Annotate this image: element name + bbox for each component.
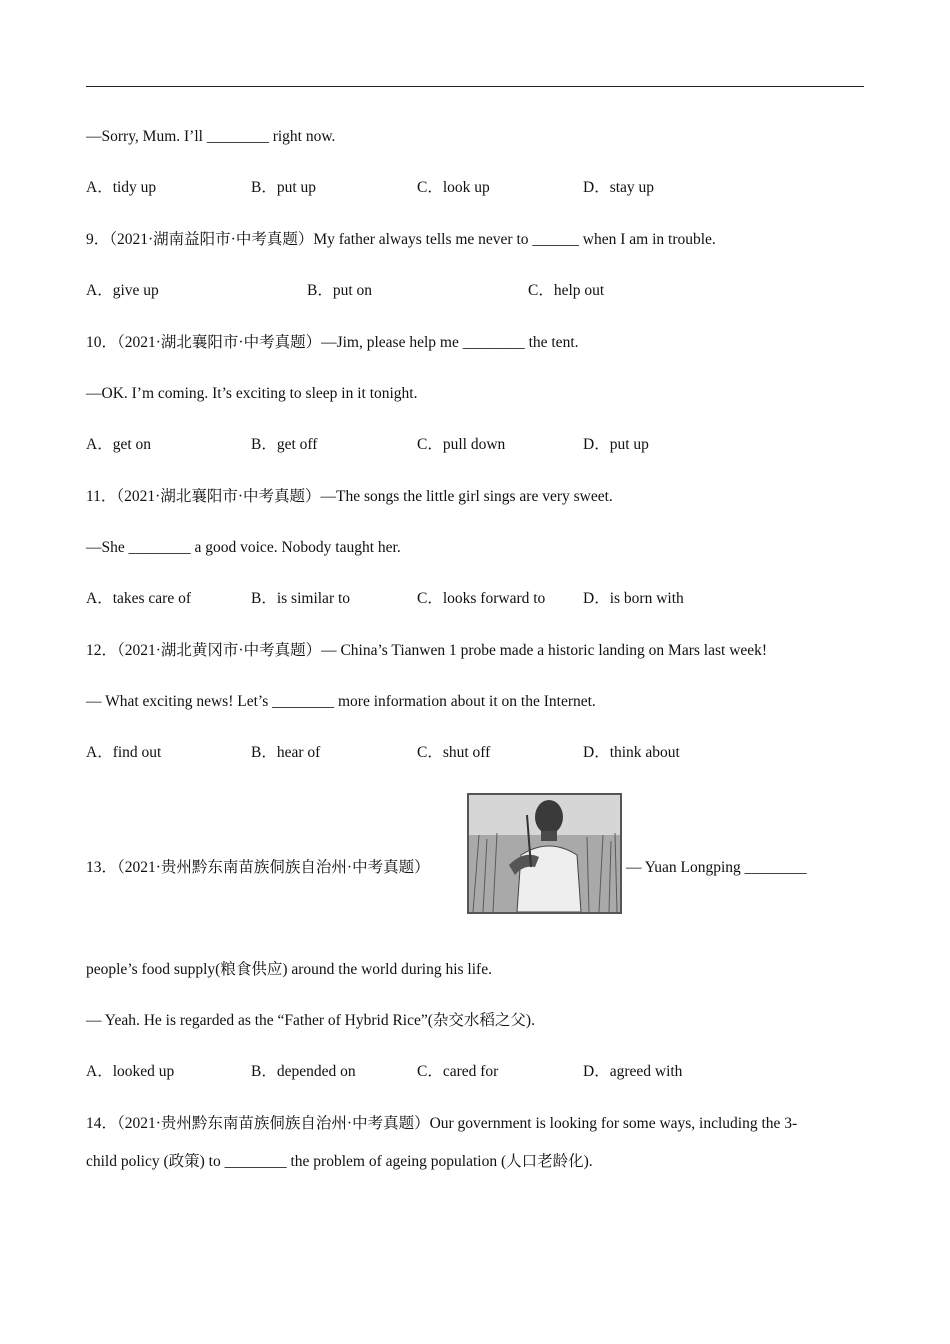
header-rule bbox=[86, 86, 864, 87]
q13-option-d[interactable]: D．agreed with bbox=[583, 1063, 683, 1080]
q11-stem: 11．（2021·湖北襄阳市·中考真题）—The songs the little girl sings are very sweet. bbox=[86, 488, 613, 505]
q12-reply: — What exciting news! Let’s ________ more information about it on the Internet. bbox=[86, 693, 596, 710]
q9-option-b[interactable]: B．put on bbox=[307, 282, 373, 299]
q9-options bbox=[86, 281, 846, 301]
q11-option-c[interactable]: C．looks forward to bbox=[417, 590, 546, 607]
q11-reply: —She ________ a good voice. Nobody taught her. bbox=[86, 539, 401, 556]
q13-cont1: people’s food supply(粮食供应) around the world during his life. bbox=[86, 961, 492, 978]
q8-option-d[interactable]: D．stay up bbox=[583, 179, 655, 196]
q8-option-b[interactable]: B．put up bbox=[251, 179, 317, 196]
q12-option-b[interactable]: B．hear of bbox=[251, 744, 321, 761]
q10-option-a[interactable]: A．get on bbox=[86, 436, 152, 453]
q11-option-a[interactable]: A．takes care of bbox=[86, 590, 192, 607]
q13-stem-right: — Yuan Longping ________ bbox=[626, 859, 807, 876]
q13-option-c[interactable]: C．cared for bbox=[417, 1063, 499, 1080]
q12-option-c[interactable]: C．shut off bbox=[417, 744, 491, 761]
q8-option-c[interactable]: C．look up bbox=[417, 179, 490, 196]
q10-option-b[interactable]: B．get off bbox=[251, 436, 318, 453]
q13-reply: — Yeah. He is regarded as the “Father of Hybrid Rice”(杂交水稻之父). bbox=[86, 1012, 535, 1029]
q11-option-b[interactable]: B．is similar to bbox=[251, 590, 351, 607]
q9-option-c[interactable]: C．help out bbox=[528, 282, 605, 299]
q13-option-b[interactable]: B．depended on bbox=[251, 1063, 356, 1080]
q14-cont: child policy (政策) to ________ the problem of ageing population (人口老龄化). bbox=[86, 1153, 593, 1170]
q14-stem: 14．（2021·贵州黔东南苗族侗族自治州·中考真题）Our government is looking for some ways, including the 3- bbox=[86, 1115, 798, 1132]
q12-options bbox=[86, 743, 846, 763]
q8-options bbox=[86, 178, 846, 198]
q13-option-a[interactable]: A．looked up bbox=[86, 1063, 175, 1080]
q13-options bbox=[86, 1062, 846, 1082]
q13-stem: 13．（2021·贵州黔东南苗族侗族自治州·中考真题） bbox=[86, 859, 430, 876]
q10-option-d[interactable]: D．put up bbox=[583, 436, 649, 453]
q12-option-d[interactable]: D．think about bbox=[583, 744, 680, 761]
q12-option-a[interactable]: A．find out bbox=[86, 744, 162, 761]
q11-options bbox=[86, 589, 846, 609]
q8-option-a[interactable]: A．tidy up bbox=[86, 179, 157, 196]
yuan-longping-photo bbox=[467, 793, 622, 914]
q9-stem: 9．（2021·湖南益阳市·中考真题）My father always tells me never to ______ when I am in trouble. bbox=[86, 231, 716, 248]
q10-option-c[interactable]: C．pull down bbox=[417, 436, 506, 453]
q8-reply: —Sorry, Mum. I’ll ________ right now. bbox=[86, 128, 336, 145]
q11-option-d[interactable]: D．is born with bbox=[583, 590, 684, 607]
q12-stem: 12．（2021·湖北黄冈市·中考真题）— China’s Tianwen 1 probe made a historic landing on Mars last week! bbox=[86, 642, 768, 659]
q10-stem: 10．（2021·湖北襄阳市·中考真题）—Jim, please help me ________ the tent. bbox=[86, 334, 579, 351]
q10-reply: —OK. I’m coming. It’s exciting to sleep in it tonight. bbox=[86, 385, 418, 402]
q9-option-a[interactable]: A．give up bbox=[86, 282, 159, 299]
q10-options bbox=[86, 435, 846, 455]
